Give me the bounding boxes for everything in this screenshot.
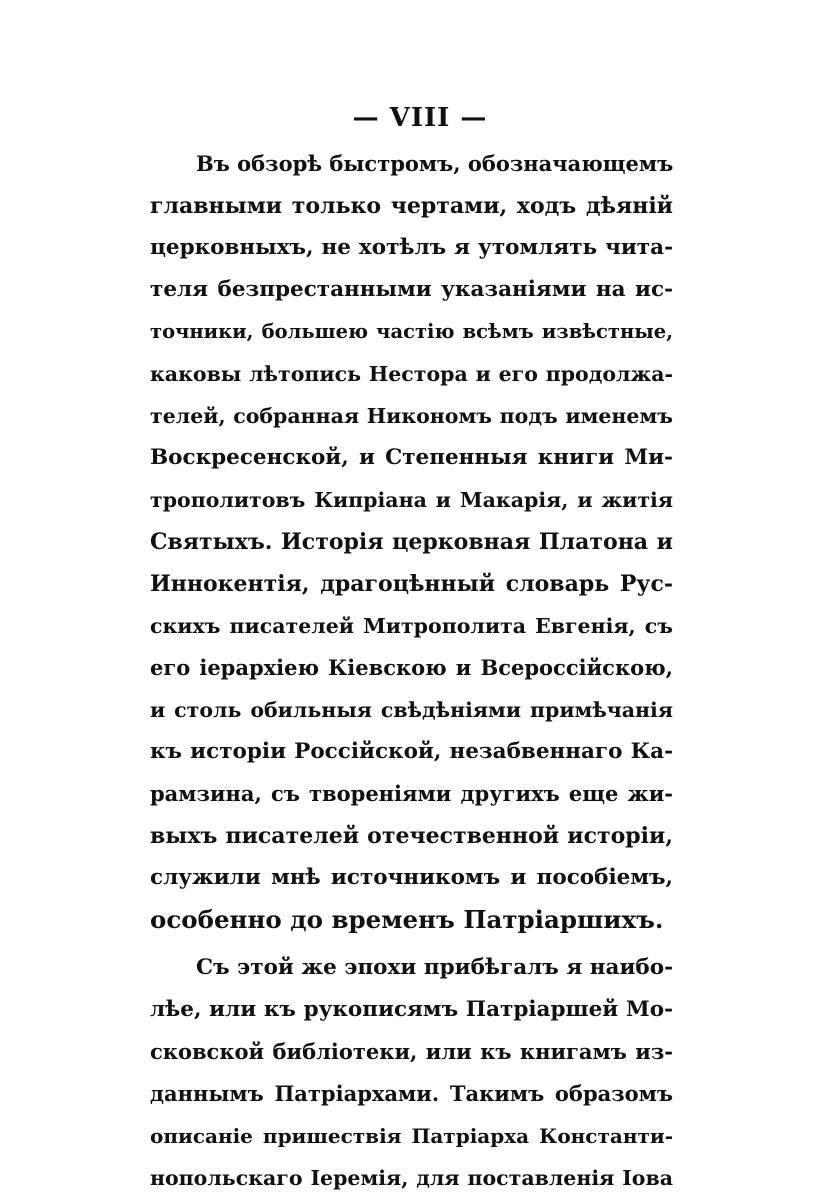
text-line: теля безпрестанными указаніями на ис- — [150, 277, 673, 302]
text-line: каковы лѣтопись Нестора и его продолжа- — [150, 362, 673, 386]
paragraph — [150, 143, 673, 941]
text-line: церковныхъ, не хотѣлъ я утомлять чита- — [150, 235, 673, 260]
text-line: Съ этой же эпохи прибѣгалъ я наибо- — [196, 955, 673, 980]
text-line: описаніе пришествія Патріарха Константи- — [150, 1124, 673, 1148]
text-line: скихъ писателей Митрополита Евгенія, съ — [150, 614, 673, 638]
text-line: главными только чертами, ходъ дѣяній — [150, 193, 673, 219]
text-line: рамзина, съ твореніями другихъ еще жи- — [150, 781, 673, 806]
text-line: сковской библіотеки, или къ книгамъ из- — [150, 1039, 673, 1064]
text-line: служили мнѣ источникомъ и пособіемъ, — [150, 865, 673, 890]
text-line: Святыхъ. Исторія церковная Платона и — [150, 529, 673, 555]
text-line: Воскресенской, и Степенныя книги Ми- — [150, 445, 673, 470]
text-line: его іерархіею Кіевскою и Всероссійскою, — [150, 655, 673, 680]
text-line: даннымъ Патріархами. Такимъ образомъ — [150, 1081, 673, 1106]
text-line: къ исторіи Россійской, незабвеннаго Ка- — [150, 739, 673, 764]
text-line: особенно до временъ Патріаршихъ. — [150, 905, 664, 934]
text-line: трополитовъ Кипріана и Макарія, и житія — [150, 488, 673, 512]
body-text — [150, 143, 673, 1199]
page-number-header: — VIII — — [352, 103, 488, 133]
text-line: и столь обильныя свѣдѣніями примѣчанія — [150, 698, 673, 722]
text-line: лѣе, или къ рукописямъ Патріаршей Мо- — [150, 997, 673, 1022]
text-line: телей, собранная Никономъ подъ именемъ — [150, 404, 673, 428]
text-line: нопольскаго Іеремія, для поставленія Іова — [150, 1166, 673, 1190]
paragraph — [150, 947, 673, 1199]
text-line: выхъ писателей отечественной исторіи, — [150, 823, 673, 849]
text-line: точники, большею частію всѣмъ извѣстные, — [150, 320, 673, 343]
text-line: Въ обзорѣ быстромъ, обозначающемъ — [196, 151, 673, 176]
text-line: Иннокентія, драгоцѣнный словарь Рус- — [150, 571, 673, 597]
